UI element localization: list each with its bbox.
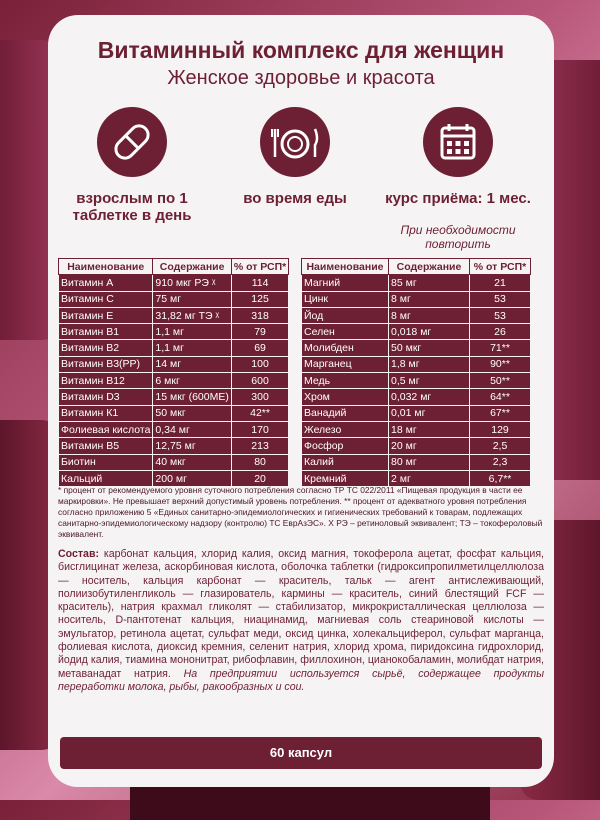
nutrient-percent: 26: [470, 324, 531, 340]
nutrient-percent: 53: [470, 307, 531, 323]
info-card: [48, 15, 554, 787]
nutrient-amount: 50 мкг: [153, 405, 231, 421]
nutrient-name: Молибден: [302, 340, 389, 356]
nutrient-percent: 318: [231, 307, 288, 323]
nutrient-percent: 170: [231, 421, 288, 437]
column-header: % от РСП*: [470, 259, 531, 275]
nutrient-name: Биотин: [59, 454, 153, 470]
nutrient-amount: 80 мг: [389, 454, 470, 470]
table-row: [302, 389, 531, 405]
nutrient-amount: 18 мг: [389, 421, 470, 437]
nutrient-amount: 14 мг: [153, 356, 231, 372]
nutrient-percent: 600: [231, 373, 288, 389]
nutrient-name: Витамин В2: [59, 340, 153, 356]
nutrient-name: Фолиевая кислота: [59, 421, 153, 437]
nutrient-percent: 90**: [470, 356, 531, 372]
nutrient-name: Витамин В12: [59, 373, 153, 389]
nutrient-name: Витамин С: [59, 291, 153, 307]
nutrient-amount: 8 мг: [389, 307, 470, 323]
minerals-table: [301, 258, 531, 487]
nutrient-amount: 200 мг: [153, 470, 231, 486]
nutrient-name: Марганец: [302, 356, 389, 372]
composition: [58, 548, 544, 694]
nutrient-percent: 213: [231, 438, 288, 454]
nutrient-amount: 12,75 мг: [153, 438, 231, 454]
table-row: [59, 373, 289, 389]
nutrient-percent: 20: [231, 470, 288, 486]
nutrient-amount: 0,5 мг: [389, 373, 470, 389]
table-row: [59, 275, 289, 291]
table-row: [302, 291, 531, 307]
table-header-row: [59, 259, 289, 275]
table-row: [59, 405, 289, 421]
nutrient-percent: 53: [470, 291, 531, 307]
nutrient-name: Магний: [302, 275, 389, 291]
nutrient-percent: 300: [231, 389, 288, 405]
nutrient-amount: 20 мг: [389, 438, 470, 454]
nutrient-percent: 67**: [470, 405, 531, 421]
nutrient-amount: 0,34 мг: [153, 421, 231, 437]
nutrient-percent: 2,5: [470, 438, 531, 454]
nutrient-percent: 6,7**: [470, 470, 531, 486]
plate-cutlery-icon: [260, 107, 330, 177]
nutrient-percent: 79: [231, 324, 288, 340]
table-row: [59, 356, 289, 372]
nutrient-name: Витамин D3: [59, 389, 153, 405]
nutrient-percent: 125: [231, 291, 288, 307]
table-row: [302, 454, 531, 470]
nutrient-name: Йод: [302, 307, 389, 323]
table-row: [59, 291, 289, 307]
nutrient-percent: 21: [470, 275, 531, 291]
nutrient-amount: 1,1 мг: [153, 340, 231, 356]
course-text: курс приёма: 1 мес.: [385, 190, 531, 207]
nutrient-name: Витамин В1: [59, 324, 153, 340]
footnote: * процент от рекомендуемого уровня суточного потребления согласно ТР ТС 022/2011 «Пищевая продукция в части ее маркировки». Не превышает верхний допустимый уровень потребления. ** процент от адекватного уровня потребления согласно приложению 5 «Единых санитарно-эпидемиологических и гигиенических требований к товарам, подлежащих санитарно-эпидемиологическому надзору (контролю) ТС ЕврАзЭС». Х РЭ – ретиноловый эквивалент; ТЭ – токофероловый эквивалент.: [58, 485, 543, 539]
column-header: Наименование: [59, 259, 153, 275]
column-header: Наименование: [302, 259, 389, 275]
timing-text: во время еды: [243, 190, 347, 207]
column-header: % от РСП*: [231, 259, 288, 275]
nutrient-amount: 0,018 мг: [389, 324, 470, 340]
nutrient-name: Железо: [302, 421, 389, 437]
nutrient-amount: 0,01 мг: [389, 405, 470, 421]
nutrient-amount: 1,1 мг: [153, 324, 231, 340]
nutrient-amount: 85 мг: [389, 275, 470, 291]
composition-note: На предприятии используется сырьё, содержащее продукты переработки молока, рыбы, ракообразных и сои.: [58, 667, 544, 693]
nutrient-amount: 15 мкг (600МЕ): [153, 389, 231, 405]
nutrient-percent: 80: [231, 454, 288, 470]
table-row: [302, 275, 531, 291]
table-row: [59, 389, 289, 405]
nutrient-name: Селен: [302, 324, 389, 340]
nutrient-name: Фосфор: [302, 438, 389, 454]
table-row: [302, 340, 531, 356]
table-row: [302, 405, 531, 421]
nutrient-name: Ванадий: [302, 405, 389, 421]
nutrient-percent: 114: [231, 275, 288, 291]
nutrient-amount: 6 мкг: [153, 373, 231, 389]
table-row: [59, 340, 289, 356]
nutrient-amount: 0,032 мг: [389, 389, 470, 405]
nutrient-name: Кальций: [59, 470, 153, 486]
capsule-icon: [97, 107, 167, 177]
table-row: [302, 356, 531, 372]
composition-label: Состав:: [58, 548, 99, 560]
composition-text: карбонат кальция, хлорид калия, оксид магния, токоферола ацетат, фосфат кальция, бисглицинат железа, аскорбиновая кислота, оболочка таблетки (гидроксипропилметилцеллюлоза — носитель, кальция карбонат — краситель, тальк — агент антислеживающий, полиизобутиленгликоль — глазирователь, кармины — краситель, синий блестящий FCF — краситель), натрия крахмал гликолят — стабилизатор, микрокристаллическая целлюлоза — носитель, D-пантотенат кальция, ниацинамид, магниевая соль стеариновой кислоты — эмульгатор, ретинола ацетат, сульфат меди, оксид цинка, холекальциферол, сульфат марганца, фолиевая кислота, диоксид кремния, селенит натрия, хлорид хрома, пиридоксина гидрохлорид, йодид калия, тиамина мононитрат, рибофлавин, филлохинон, цианокобаламин, молибдат натрия, метаванадат натрия.: [58, 548, 544, 680]
nutrient-name: Витамин А: [59, 275, 153, 291]
nutrient-name: Хром: [302, 389, 389, 405]
nutrient-amount: 50 мкг: [389, 340, 470, 356]
vitamins-table: [58, 258, 289, 487]
nutrient-name: Цинк: [302, 291, 389, 307]
table-row: [302, 438, 531, 454]
nutrient-percent: 71**: [470, 340, 531, 356]
column-header: Содержание: [389, 259, 470, 275]
calendar-icon: [423, 107, 493, 177]
course-note: При необходимости повторить: [400, 223, 516, 251]
nutrient-percent: 100: [231, 356, 288, 372]
nutrient-percent: 42**: [231, 405, 288, 421]
nutrient-name: Калий: [302, 454, 389, 470]
nutrient-amount: 8 мг: [389, 291, 470, 307]
table-row: [59, 421, 289, 437]
page-subtitle: Женское здоровье и красота: [167, 67, 435, 89]
table-row: [59, 324, 289, 340]
nutrient-percent: 2,3: [470, 454, 531, 470]
nutrient-amount: 1,8 мг: [389, 356, 470, 372]
table-row: [59, 454, 289, 470]
nutrient-amount: 31,82 мг ТЭ ᵡ: [153, 307, 231, 323]
dosage-text: взрослым по 1 таблетке в день: [72, 190, 192, 224]
table-row: [302, 421, 531, 437]
nutrient-name: Медь: [302, 373, 389, 389]
nutrient-amount: 910 мкг РЭ ᵡ: [153, 275, 231, 291]
table-row: [302, 324, 531, 340]
nutrient-percent: 64**: [470, 389, 531, 405]
table-row: [302, 307, 531, 323]
capsule-count: 60 капсул: [60, 737, 542, 769]
nutrient-name: Витамин К1: [59, 405, 153, 421]
nutrient-amount: 2 мг: [389, 470, 470, 486]
nutrient-percent: 50**: [470, 373, 531, 389]
nutrient-percent: 129: [470, 421, 531, 437]
nutrient-name: Кремний: [302, 470, 389, 486]
nutrient-amount: 40 мкг: [153, 454, 231, 470]
table-row: [59, 307, 289, 323]
nutrient-name: Витамин В5: [59, 438, 153, 454]
table-row: [59, 438, 289, 454]
page-title: Витаминный комплекс для женщин: [97, 37, 505, 63]
table-header-row: [302, 259, 531, 275]
nutrient-name: Витамин В3(РР): [59, 356, 153, 372]
nutrient-name: Витамин Е: [59, 307, 153, 323]
column-header: Содержание: [153, 259, 231, 275]
table-row: [302, 373, 531, 389]
nutrient-percent: 69: [231, 340, 288, 356]
nutrient-amount: 75 мг: [153, 291, 231, 307]
